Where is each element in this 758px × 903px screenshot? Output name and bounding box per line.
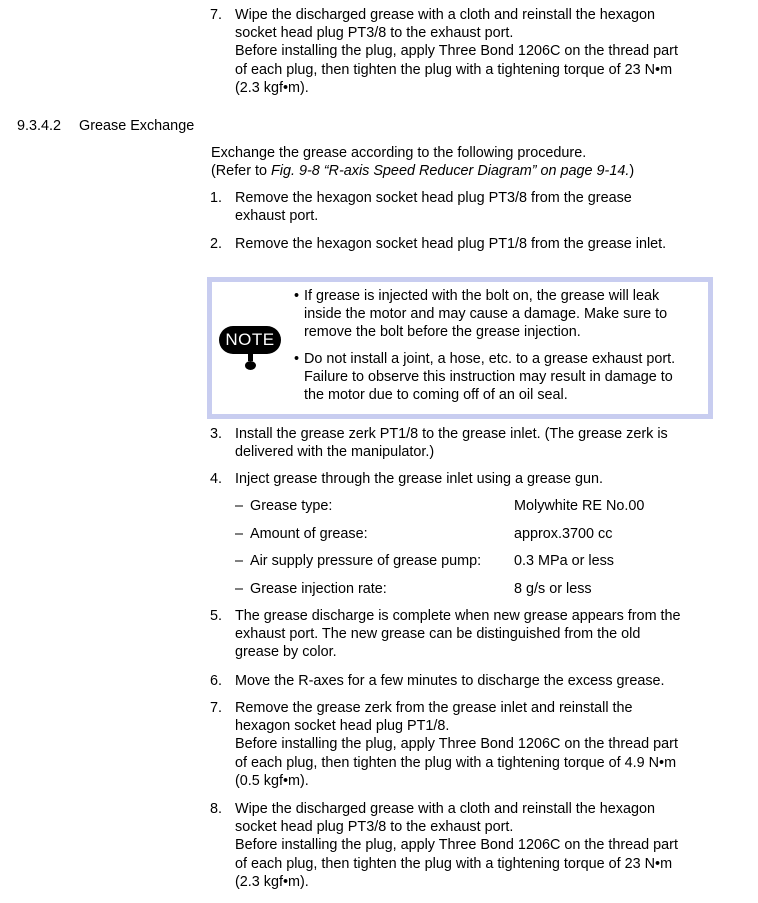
step-number: 1. <box>210 190 223 206</box>
note-bullet-text: Do not install a joint, a hose, etc. to a grease exhaust port. Failure to observe this instruction may result in damage to the motor due to coming off of an oil seal. <box>304 351 676 404</box>
step-number: 4. <box>210 471 223 487</box>
note-badge-dot <box>245 361 256 370</box>
spec-label: Amount of grease: <box>250 526 368 542</box>
step-text: Remove the grease zerk from the grease inlet and reinstall the hexagon socket head plug PT1/8. Before installing the plug, apply Three Bond 1206C on the thread part of each plug, then tighten the plug with a tightening torque of 4.9 N•m (0.5 kgf•m). <box>235 700 678 789</box>
dash: – <box>235 498 244 514</box>
section-title: Grease Exchange <box>79 118 195 134</box>
intro-paragraph: Exchange the grease according to the following procedure. (Refer to Fig. 9-8 “R-axis Speed Reducer Diagram” on page 9-14.) <box>211 145 635 180</box>
spec-label: Grease type: <box>250 498 333 514</box>
step-text: Move the R-axes for a few minutes to discharge the excess grease. <box>235 673 665 689</box>
step-text: Inject grease through the grease inlet using a grease gun. <box>235 471 604 487</box>
spec-value: 8 g/s or less <box>514 581 592 597</box>
note-bullet-text: If grease is injected with the bolt on, the grease will leak inside the motor and may cause a damage. Make sure to remove the bolt before the grease injection. <box>304 288 668 341</box>
step-number: 7. <box>210 7 223 23</box>
spec-label: Grease injection rate: <box>250 581 387 597</box>
bullet-icon: • <box>294 288 300 304</box>
note-badge-stem <box>248 354 253 361</box>
step-number: 7. <box>210 700 223 716</box>
spec-value: approx.3700 cc <box>514 526 613 542</box>
note-badge: NOTE <box>219 326 281 354</box>
dash: – <box>235 581 244 597</box>
section-number: 9.3.4.2 <box>17 118 62 134</box>
bullet-icon: • <box>294 351 300 367</box>
step-text: The grease discharge is complete when new grease appears from the exhaust port. The new grease can be distinguished from the old grease by color. <box>235 608 681 661</box>
step-number: 6. <box>210 673 223 689</box>
step-text: Wipe the discharged grease with a cloth and reinstall the hexagon socket head plug PT3/8 to the exhaust port. Before installing the plug, apply Three Bond 1206C on the thread part of each plug, then tighten the plug with a tightening torque of 23 N•m (2.3 kgf•m). <box>235 801 678 890</box>
step-text: Remove the hexagon socket head plug PT1/8 from the grease inlet. <box>235 236 667 252</box>
figure-reference: (Refer to Fig. 9-8 “R-axis Speed Reducer Diagram” on page 9-14.) <box>211 163 635 180</box>
spec-value: 0.3 MPa or less <box>514 553 614 569</box>
step-text: Install the grease zerk PT1/8 to the grease inlet. (The grease zerk is delivered with the manipulator.) <box>235 426 668 461</box>
step-text: Remove the hexagon socket head plug PT3/8 from the grease exhaust port. <box>235 190 632 225</box>
dash: – <box>235 553 244 569</box>
step-number: 8. <box>210 801 223 817</box>
spec-label: Air supply pressure of grease pump: <box>250 553 482 569</box>
spec-value: Molywhite RE No.00 <box>514 498 645 514</box>
step-number: 3. <box>210 426 223 442</box>
step-number: 5. <box>210 608 223 624</box>
step-number: 2. <box>210 236 223 252</box>
step-text: Wipe the discharged grease with a cloth and reinstall the hexagon socket head plug PT3/8 to the exhaust port. Before installing the plug, apply Three Bond 1206C on the thread part of each plug, then tighten the plug with a tightening torque of 23 N•m (2.3 kgf•m). <box>235 7 678 96</box>
dash: – <box>235 526 244 542</box>
